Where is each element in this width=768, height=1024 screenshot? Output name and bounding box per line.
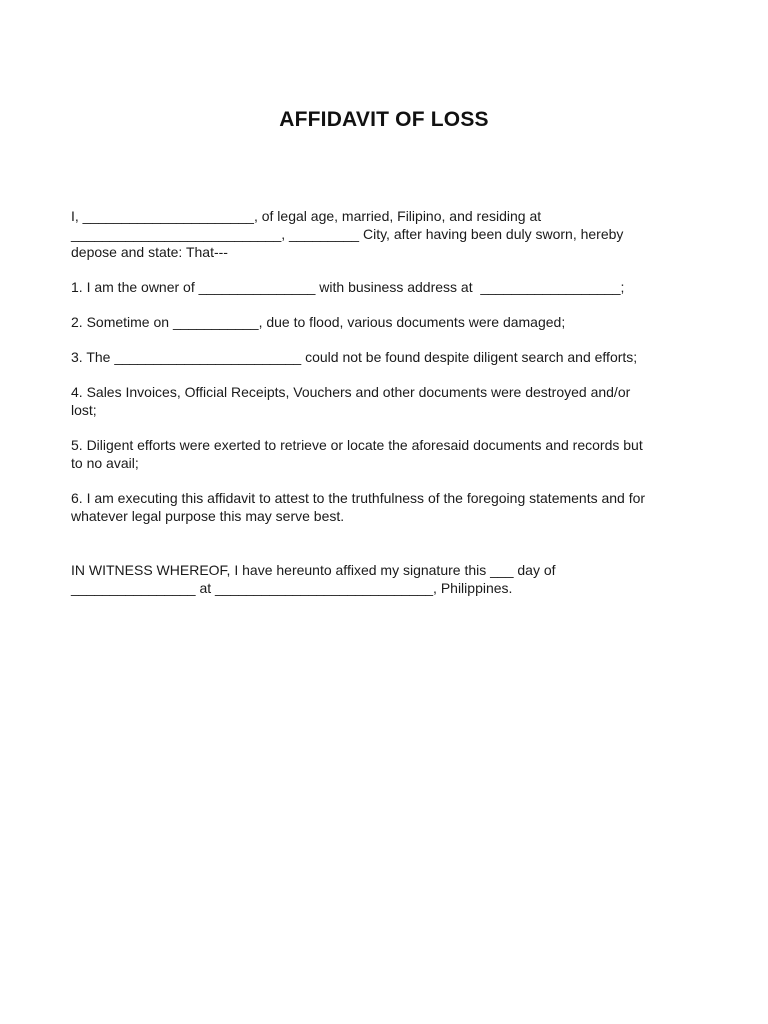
statement-4: 4. Sales Invoices, Official Receipts, Vouchers and other documents were destroyed and/or lost;	[71, 384, 631, 418]
statement-6: 6. I am executing this affidavit to attest to the truthfulness of the foregoing statements and for whatever legal purpose this may serve best.	[71, 490, 646, 524]
witness-clause: IN WITNESS WHEREOF, I have hereunto affixed my signature this ___ day of ________________ at ____________________________, Philippines.	[71, 562, 556, 596]
document-body	[71, 207, 701, 614]
statement-3: 3. The ________________________ could not be found despite diligent search and efforts;	[71, 349, 638, 365]
statement-5: 5. Diligent efforts were exerted to retrieve or locate the aforesaid documents and records but to no avail;	[71, 437, 643, 471]
statement-2: 2. Sometime on ___________, due to flood, various documents were damaged;	[71, 314, 566, 330]
document-title: AFFIDAVIT OF LOSS	[279, 108, 489, 131]
intro-paragraph: I, ______________________, of legal age, married, Filipino, and residing at ___________________________, _________ City, after having been duly sworn, hereby depose and state: That---	[71, 208, 624, 260]
statement-1: 1. I am the owner of _______________ with business address at __________________;	[71, 279, 625, 295]
